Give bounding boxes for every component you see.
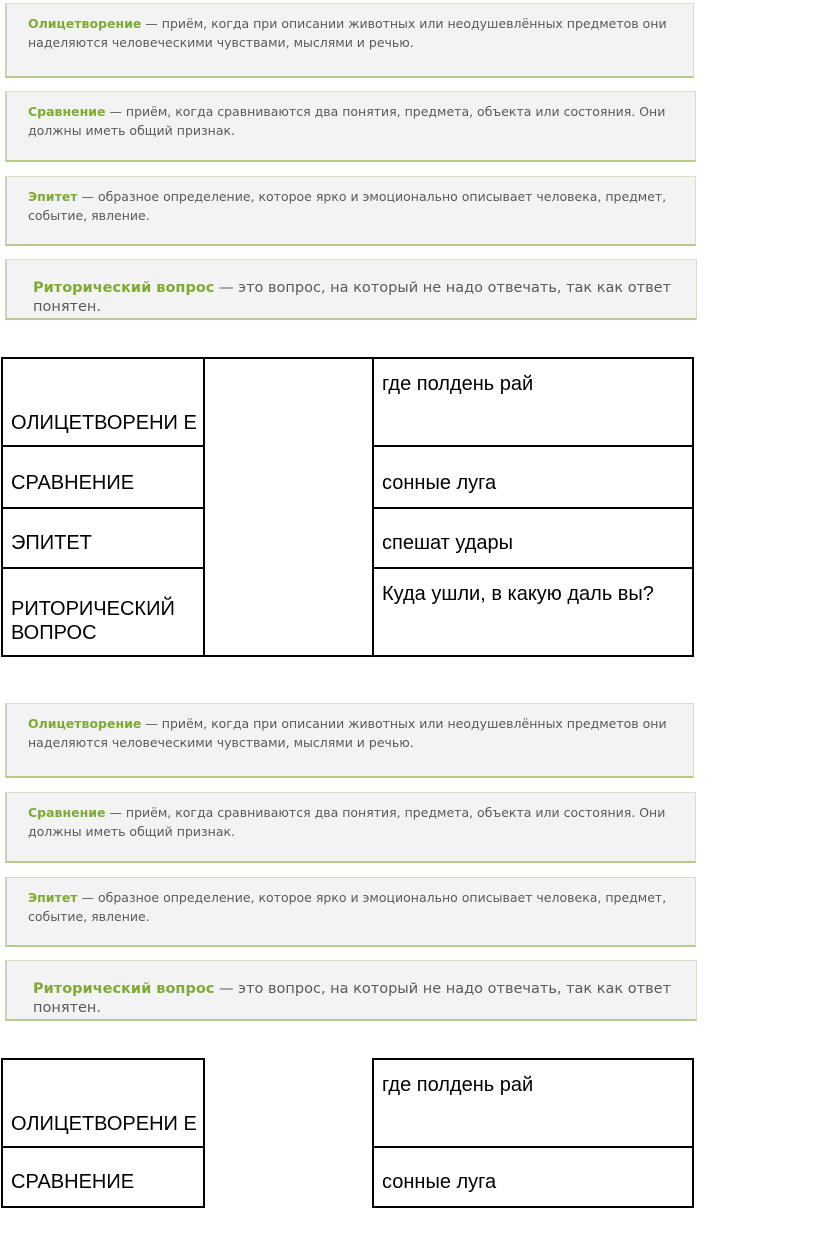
- definition-text: — образное определение, которое ярко и эмоционально описывает человека, предмет, событие, явление.: [28, 189, 667, 223]
- answer-column: [204, 1059, 373, 1207]
- definition-text: — приём, когда при описании животных или неодушевлённых предметов они наделяются человеческими чувствами, мыслями и речью.: [28, 716, 667, 750]
- example-cell: спешат удары: [373, 508, 693, 568]
- example-cell: Куда ушли, в какую даль вы?: [373, 568, 693, 656]
- example-cell: сонные луга: [373, 1147, 693, 1207]
- definition-comparison: [5, 792, 696, 863]
- definition-rhetorical-question: [5, 960, 697, 1021]
- definition-term: Сравнение: [28, 104, 106, 119]
- definition-term: Эпитет: [28, 890, 78, 905]
- definition-text: — приём, когда при описании животных или неодушевлённых предметов они наделяются человеческими чувствами, мыслями и речью.: [28, 16, 667, 50]
- definition-term: Олицетворение: [28, 716, 142, 731]
- term-cell: ОЛИЦЕТВОРЕНИ Е: [2, 1059, 204, 1147]
- example-cell: сонные луга: [373, 446, 693, 508]
- definition-rhetorical-question: [5, 259, 697, 320]
- definition-personification: [5, 703, 694, 778]
- matching-table: [1, 357, 694, 657]
- definition-term: Риторический вопрос: [33, 280, 215, 296]
- term-cell: СРАВНЕНИЕ: [2, 446, 204, 508]
- term-cell: РИТОРИЧЕСКИЙ ВОПРОС: [2, 568, 204, 656]
- term-cell: СРАВНЕНИЕ: [2, 1147, 204, 1207]
- definition-text: — образное определение, которое ярко и эмоционально описывает человека, предмет, событие, явление.: [28, 890, 667, 924]
- definition-term: Сравнение: [28, 805, 106, 820]
- definition-text: — это вопрос, на который не надо отвечать, так как ответ понятен.: [33, 280, 672, 315]
- definition-comparison: [5, 91, 696, 162]
- term-cell: ЭПИТЕТ: [2, 508, 204, 568]
- definition-text: — это вопрос, на который не надо отвечать, так как ответ понятен.: [33, 981, 672, 1016]
- definition-text: — приём, когда сравниваются два понятия, предмета, объекта или состояния. Они должны иметь общий признак.: [28, 805, 666, 839]
- answer-column: [204, 358, 373, 656]
- example-cell: где полдень рай: [373, 1059, 693, 1147]
- matching-table: [1, 1058, 694, 1208]
- definition-term: Риторический вопрос: [33, 981, 215, 997]
- example-cell: где полдень рай: [373, 358, 693, 446]
- definition-text: — приём, когда сравниваются два понятия, предмета, объекта или состояния. Они должны иметь общий признак.: [28, 104, 666, 138]
- definition-personification: [5, 3, 694, 78]
- definition-epithet: [5, 176, 696, 246]
- definition-epithet: [5, 877, 696, 947]
- definition-term: Эпитет: [28, 189, 78, 204]
- term-cell: ОЛИЦЕТВОРЕНИ Е: [2, 358, 204, 446]
- definition-term: Олицетворение: [28, 16, 142, 31]
